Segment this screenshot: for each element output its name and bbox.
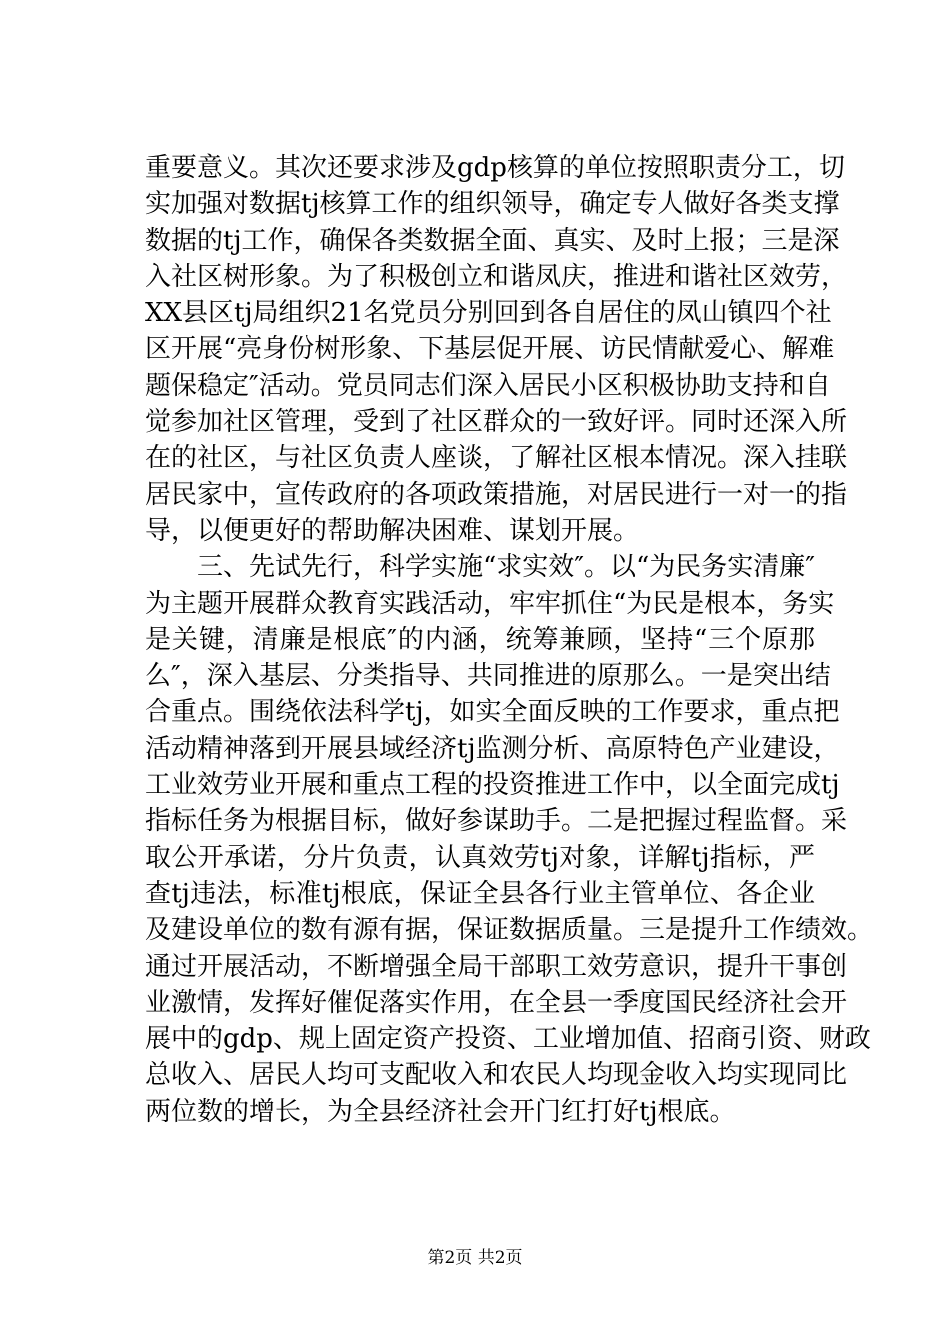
text-line: 三、先试先行，科学实施“求实效″。以“为民务实清廉″ <box>145 552 816 583</box>
text-line: 通过开展活动，不断增强全局干部职工效劳意识，提升干事创 <box>145 951 848 982</box>
text-line: 入社区树形象。为了积极创立和谐凤庆，推进和谐社区效劳， <box>145 261 848 292</box>
page-footer: 第2页 共2页 <box>427 1248 523 1268</box>
text-line: 取公开承诺，分片负责，认真效劳tj对象，详解tj指标，严 <box>145 842 815 873</box>
text-line: 业激情，发挥好催促落实作用，在全县一季度国民经济社会开 <box>145 987 848 1018</box>
text-line: 么″，深入基层、分类指导、共同推进的原那么。一是突出结 <box>145 661 831 692</box>
text-line: 两位数的增长，为全县经济社会开门红打好tj根底。 <box>145 1096 736 1127</box>
text-line: 展中的gdp、规上固定资产投资、工业增加值、招商引资、财政 <box>145 1024 871 1055</box>
text-line: 实加强对数据tj核算工作的组织领导，确定专人做好各类支撑 <box>145 189 840 220</box>
text-line: 区开展“亮身份树形象、下基层促开展、访民情献爱心、解难 <box>145 334 835 365</box>
text-line: 合重点。围绕依法科学tj，如实全面反映的工作要求，重点把 <box>145 697 840 728</box>
text-line: 查tj违法，标准tj根底，保证全县各行业主管单位、各企业 <box>145 878 815 909</box>
text-line: 居民家中，宣传政府的各项政策措施，对居民进行一对一的指 <box>145 479 848 510</box>
text-line: 总收入、居民人均可支配收入和农民人均现金收入均实现同比 <box>145 1060 848 1091</box>
text-line: XX县区tj局组织21名党员分别回到各自居住的凤山镇四个社 <box>145 298 832 329</box>
text-line: 数据的tj工作，确保各类数据全面、真实、及时上报；三是深 <box>145 225 840 256</box>
text-line: 活动精神落到开展县域经济tj监测分析、高原特色产业建设， <box>145 733 840 764</box>
text-line: 在的社区，与社区负责人座谈，了解社区根本情况。深入挂联 <box>145 443 848 474</box>
text-line: 是关键，清廉是根底″的内涵，统筹兼顾，坚持“三个原那 <box>145 624 815 655</box>
document-body <box>145 150 874 1130</box>
text-line: 重要意义。其次还要求涉及gdp核算的单位按照职责分工，切 <box>145 153 845 183</box>
text-line: 指标任务为根据目标，做好参谋助手。二是把握过程监督。采 <box>145 806 848 837</box>
text-line: 为主题开展群众教育实践活动，牢牢抓住“为民是根本，务实 <box>145 588 835 619</box>
text-line: 工业效劳业开展和重点工程的投资推进工作中，以全面完成tj <box>145 770 840 801</box>
text-line: 及建设单位的数有源有据，保证数据质量。三是提升工作绩效。 <box>145 915 874 946</box>
text-line: 题保稳定″活动。党员同志们深入居民小区积极协助支持和自 <box>145 370 831 401</box>
text-line: 觉参加社区管理，受到了社区群众的一致好评。同时还深入所 <box>145 407 848 438</box>
text-line: 导，以便更好的帮助解决困难、谋划开展。 <box>145 515 640 546</box>
